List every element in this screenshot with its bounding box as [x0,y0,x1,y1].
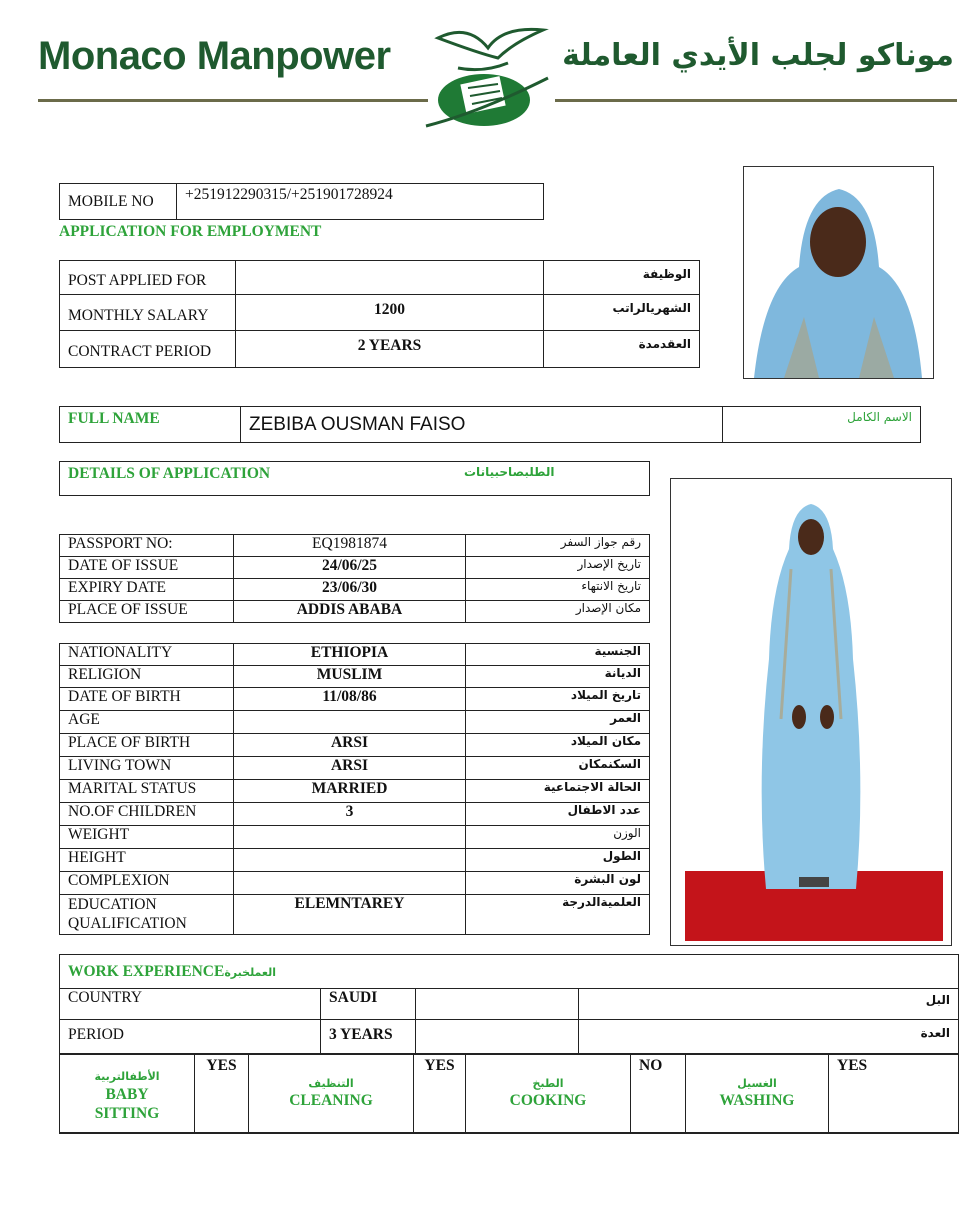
table-row [60,849,650,872]
skill-washing [686,1055,829,1133]
skill-value: YES [414,1055,466,1133]
personal-value: 11/08/86 [234,688,466,711]
personal-ar-label: عدد الاطفال [466,803,650,826]
company-name-en: Monaco Manpower [38,34,391,78]
personal-label: MARITAL STATUS [60,780,234,803]
table-row [60,579,650,601]
personal-ar-label: لون البشرة [466,872,650,895]
personal-value: ARSI [234,734,466,757]
passport-table [59,534,650,623]
personal-ar-label: السكنمكان [466,757,650,780]
personal-value: ELEMNTAREY [234,895,466,935]
issue-date-ar-label: تاريخ الإصدار [466,557,650,579]
skill-en: BABY SITTING [94,1086,160,1122]
table-row [60,557,650,579]
personal-table [59,643,650,935]
skill-cooking [466,1055,631,1133]
personal-ar-label: مكان الميلاد [466,734,650,757]
post-value [236,261,544,295]
period-ar-label: العدة [579,1020,959,1054]
company-name-ar: موناكو لجلب الأيدي العاملة [562,38,954,73]
place-of-issue-value: ADDIS ABABA [234,601,466,623]
skill-en: WASHING [719,1092,795,1109]
company-logo-icon [418,18,553,130]
salary-ar-label: الشهريالراتب [544,295,700,331]
personal-label: RELIGION [60,666,234,688]
personal-value [234,711,466,734]
table-row [60,989,959,1020]
passport-value: EQ1981874 [234,535,466,557]
work-title-ar: العملخبرة [224,966,277,979]
application-title: APPLICATION FOR EMPLOYMENT [59,223,322,240]
personal-value [234,872,466,895]
personal-ar-label: الجنسية [466,644,650,666]
table-row [60,601,650,623]
applicant-headshot [743,166,934,379]
skill-en: CLEANING [289,1092,373,1109]
table-row [60,803,650,826]
table-row [60,826,650,849]
personal-label: HEIGHT [60,849,234,872]
expiry-date-value: 23/06/30 [234,579,466,601]
personal-label: EDUCATION QUALIFICATION [60,895,234,935]
personal-ar-label: الطول [466,849,650,872]
personal-ar-label: الوزن [466,826,650,849]
table-row [60,1020,959,1054]
full-name-ar-label: الاسم الكامل [723,407,921,443]
header-rule-left [38,99,428,102]
personal-value [234,849,466,872]
personal-label: AGE [60,711,234,734]
period-label: PERIOD [60,1020,321,1054]
personal-label: PLACE OF BIRTH [60,734,234,757]
personal-ar-label: العلميةالدرجة [466,895,650,935]
personal-label: DATE OF BIRTH [60,688,234,711]
table-row [60,711,650,734]
post-table [59,260,700,368]
contract-ar-label: العقدمدة [544,331,700,368]
country-value: SAUDI [321,989,416,1020]
skill-baby-sitting [60,1055,195,1133]
country-ar-label: البل [579,989,959,1020]
country-label: COUNTRY [60,989,321,1020]
mobile-table [59,183,544,220]
personal-ar-label: الديانة [466,666,650,688]
salary-label: MONTHLY SALARY [60,295,236,331]
table-row [60,757,650,780]
period-empty [416,1020,579,1054]
personal-ar-label: تاريخ الميلاد [466,688,650,711]
skill-cleaning [249,1055,414,1133]
table-row [60,780,650,803]
personal-value: MARRIED [234,780,466,803]
post-label: POST APPLIED FOR [60,261,236,295]
skill-ar: الطبخ [532,1077,564,1090]
table-row [60,644,650,666]
personal-label: WEIGHT [60,826,234,849]
period-value: 3 YEARS [321,1020,416,1054]
personal-value: ARSI [234,757,466,780]
personal-label: NATIONALITY [60,644,234,666]
details-ar-label: الطلبصاحبيانات [456,462,650,496]
personal-ar-label: الحالة الاجتماعية [466,780,650,803]
personal-value [234,826,466,849]
full-name-value: ZEBIBA OUSMAN FAISO [241,407,723,443]
issue-date-value: 24/06/25 [234,557,466,579]
place-of-issue-label: PLACE OF ISSUE [60,601,234,623]
skill-ar: التنظيف [308,1077,354,1090]
details-table [59,461,650,496]
skills-table [59,1054,959,1133]
skill-value: NO [631,1055,686,1133]
work-experience-title [68,963,276,981]
skill-value: YES [829,1055,959,1133]
work-table [59,988,959,1054]
table-row [60,895,650,935]
mobile-value: +251912290315/+251901728924 [177,184,544,220]
table-row [60,872,650,895]
header-rule-right [555,99,957,102]
expiry-date-label: EXPIRY DATE [60,579,234,601]
skill-en: COOKING [509,1092,587,1109]
contract-value: 2 YEARS [236,331,544,368]
skill-ar: الأطفالتربية [94,1070,160,1083]
full-name-table [59,406,921,443]
skill-value: YES [195,1055,249,1133]
personal-value: MUSLIM [234,666,466,688]
work-title-en: WORK EXPERIENCE [68,963,225,980]
expiry-date-ar-label: تاريخ الانتهاء [466,579,650,601]
post-ar-label: الوظيفة [544,261,700,295]
table-row [60,666,650,688]
contract-label: CONTRACT PERIOD [60,331,236,368]
passport-ar-label: رقم جواز السفر [466,535,650,557]
table-row [60,261,700,295]
mobile-label: MOBILE NO [60,184,177,220]
issue-date-label: DATE OF ISSUE [60,557,234,579]
details-label: DETAILS OF APPLICATION [60,462,457,496]
personal-value: 3 [234,803,466,826]
personal-label: LIVING TOWN [60,757,234,780]
table-row [60,535,650,557]
place-of-issue-ar-label: مكان الإصدار [466,601,650,623]
skill-ar: الغسيل [737,1077,777,1090]
personal-value: ETHIOPIA [234,644,466,666]
table-row [60,734,650,757]
applicant-full-photo [670,478,952,946]
full-name-label: FULL NAME [60,407,241,443]
passport-label: PASSPORT NO: [60,535,234,557]
country-empty [416,989,579,1020]
table-row [60,688,650,711]
table-row [60,295,700,331]
table-row [60,331,700,368]
personal-ar-label: العمر [466,711,650,734]
personal-label: COMPLEXION [60,872,234,895]
personal-label: NO.OF CHILDREN [60,803,234,826]
salary-value: 1200 [236,295,544,331]
